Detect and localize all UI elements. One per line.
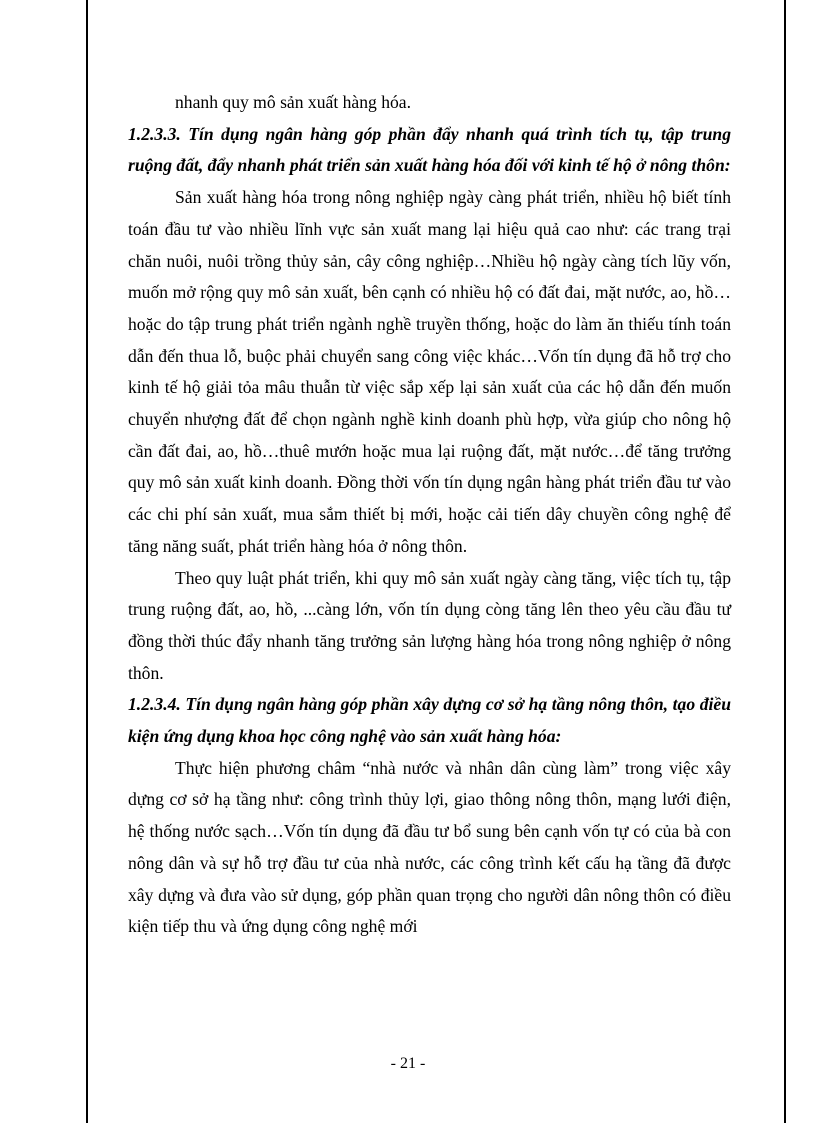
section-1-paragraph-1: Sản xuất hàng hóa trong nông nghiệp ngày càng phát triển, nhiều hộ biết tính toán đầu tư vào nhiều lĩnh vực sản xuất mang lại hiệu quả cao như: các trang trại chăn nuôi, nuôi trồng thủy sản, cây công nghiệp…Nhiều hộ ngày càng tích lũy vốn, muốn mở rộng quy mô sản xuất, bên cạnh có nhiều hộ có đất đai, mặt nước, ao, hồ…hoặc do tập trung phát triển ngành nghề truyền thống, hoặc do làm ăn thiếu tính toán dẫn đến thua lỗ, buộc phải chuyển sang công việc khác…Vốn tín dụng đã hỗ trợ cho kinh tế hộ giải tỏa mâu thuẫn từ việc sắp xếp lại sản xuất của các hộ dẫn đến muốn chuyển nhượng đất để chọn ngành nghề kinh doanh phù hợp, vừa giúp cho nông hộ cần đất đai, ao, hồ…thuê mướn hoặc mua lại ruộng đất, mặt nước…để tăng trưởng quy mô sản xuất kinh doanh. Đồng thời vốn tín dụng ngân hàng phát triển đầu tư vào các chi phí sản xuất, mua sắm thiết bị mới, hoặc cải tiến dây chuyền công nghệ để tăng năng suất, phát triển hàng hóa ở nông thôn. xyxy=(128,187,731,556)
document-body xyxy=(128,87,731,943)
section-heading-1-2-3-3: 1.2.3.3. Tín dụng ngân hàng góp phần đẩy nhanh quá trình tích tụ, tập trung ruộng đất, đẩy nhanh phát triển sản xuất hàng hóa đối với kinh tế hộ ở nông thôn: xyxy=(128,123,731,176)
section-2-paragraph-1: Thực hiện phương châm “nhà nước và nhân dân cùng làm” trong việc xây dựng cơ sở hạ tầng như: công trình thủy lợi, giao thông nông thôn, mạng lưới điện, hệ thống nước sạch…Vốn tín dụng đã đầu tư bổ sung bên cạnh vốn tự có của bà con nông dân và sự hỗ trợ đầu tư của nhà nước, các công trình kết cấu hạ tầng đã được xây dựng và đưa vào sử dụng, góp phần quan trọng cho người dân nông thôn có điều kiện tiếp thu và ứng dụng công nghệ mới xyxy=(128,757,731,937)
section-1-paragraph-2: Theo quy luật phát triển, khi quy mô sản xuất ngày càng tăng, việc tích tụ, tập trung ruộng đất, ao, hồ, ...càng lớn, vốn tín dụng còng tăng lên theo yêu cầu đầu tư đồng thời thúc đẩy nhanh tăng trưởng sản lượng hàng hóa trong nông nghiệp ở nông thôn. xyxy=(128,567,731,683)
section-heading-1-2-3-4: 1.2.3.4. Tín dụng ngân hàng góp phần xây dựng cơ sở hạ tầng nông thôn, tạo điều kiện ứng dụng khoa học công nghệ vào sản xuất hàng hóa: xyxy=(128,694,731,747)
paragraph-continued: nhanh quy mô sản xuất hàng hóa. xyxy=(175,92,412,112)
page-number: - 21 - xyxy=(390,1055,426,1072)
